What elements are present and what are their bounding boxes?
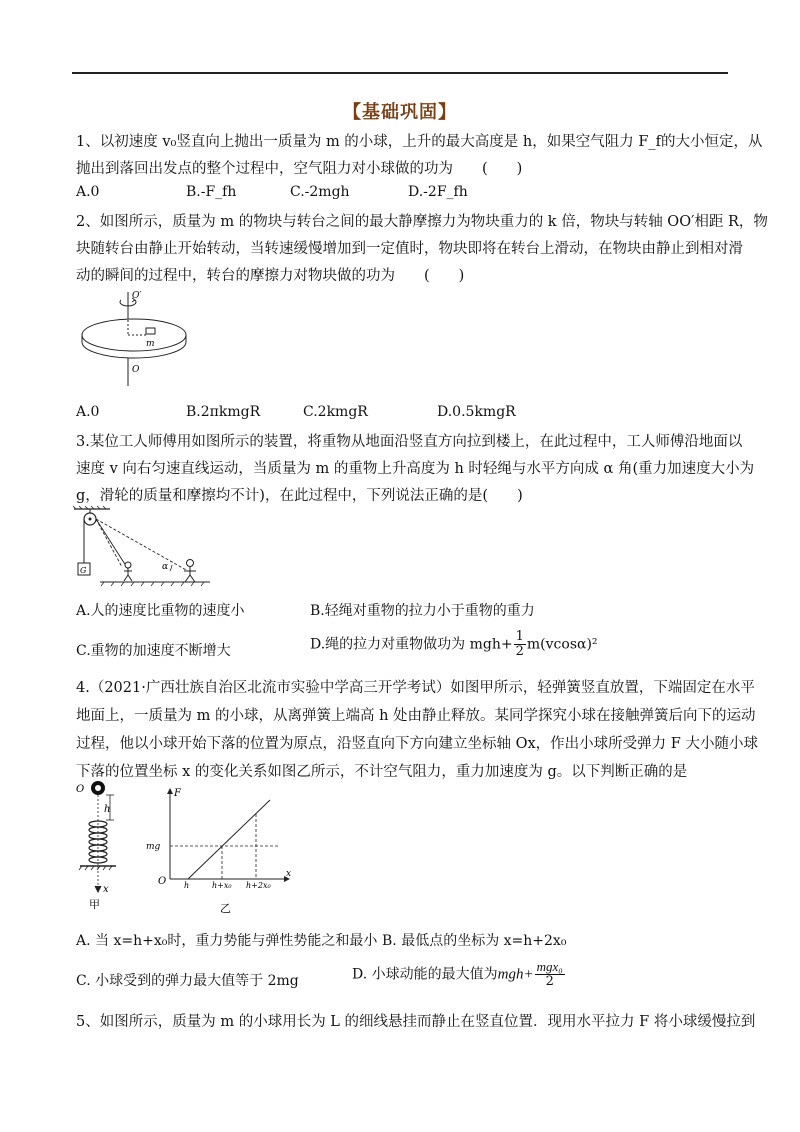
q1-option-a: A.0: [76, 184, 100, 200]
q4-line2: 地面上，一质量为 m 的小球，从离弹簧上端高 h 处由静止释放。某同学探究小球在接触弹簧后向下的运动: [76, 708, 756, 724]
q2-line1: 2、如图所示，质量为 m 的物块与转台之间的最大静摩擦力为物块重力的 k 倍，物块与转轴 OO′相距 R，物: [76, 214, 768, 230]
q4-option-d-numerator: mgx₀: [536, 959, 563, 974]
turntable-label-top: O′: [132, 291, 142, 301]
header-rule: [72, 72, 728, 74]
q4-option-d-fraction: [535, 960, 565, 989]
q4-line4: 下落的位置坐标 x 的变化关系如图乙所示，不计空气阻力，重力加速度为 g。以下判断正确的是: [76, 764, 688, 780]
q3-option-d-pre: D.绳的拉力对重物做功为 mgh+: [310, 636, 513, 653]
spring-label-h: h: [104, 804, 111, 815]
q3-line1: 3.某位工人师傅用如图所示的装置，将重物从地面沿竖直方向拉到楼上，在此过程中，工人师傅沿地面以: [76, 434, 743, 450]
q4-option-d: [352, 960, 566, 989]
graph-label-x: x: [286, 869, 292, 879]
q4-option-b: B. 最低点的坐标为 x=h+2x₀: [382, 933, 567, 949]
force-graph-yi: [140, 784, 300, 914]
graph-label-f: F: [174, 788, 181, 799]
graph-label-mg: mg: [146, 842, 161, 852]
q4-option-d-pre: D. 小球动能的最大值为: [352, 966, 498, 983]
pulley-label-angle: α: [162, 562, 169, 572]
graph-tick-h: h: [184, 881, 190, 890]
q1-option-d: D.-2F_fh: [408, 184, 468, 200]
q3-option-a: A.人的速度比重物的速度小: [76, 603, 245, 619]
q2-option-d: D.0.5kmgR: [437, 404, 516, 420]
q1-line2: 抛出到落回出发点的整个过程中，空气阻力对小球做的功为 ( ): [76, 161, 523, 177]
turntable-figure: [76, 290, 216, 400]
graph-caption: 乙: [220, 902, 231, 914]
q3-option-c: C.重物的加速度不断增大: [76, 643, 231, 659]
q4-line1: 4.（2021·广西壮族自治区北流市实验中学高三开学考试）如图甲所示，轻弹簧竖直放置，下端固定在水平: [76, 680, 755, 696]
q1-option-c: C.-2mgh: [290, 184, 350, 200]
q4-option-d-denominator: 2: [545, 974, 554, 989]
q2-line2: 块随转台由静止开始转动，当转速缓慢增加到一定值时，物块即将在转台上滑动，在物块由静止到相对滑: [76, 241, 743, 257]
spring-label-x: x: [103, 884, 109, 895]
spring-label-origin: O: [76, 784, 85, 795]
q4-option-d-mgh: mgh+: [497, 966, 534, 983]
q3-line3: g，滑轮的质量和摩擦均不计)，在此过程中，下列说法正确的是( ): [76, 488, 523, 504]
graph-tick-h-x0: h+x₀: [212, 881, 232, 890]
graph-label-origin: O: [158, 876, 167, 887]
q2-option-a: A.0: [76, 404, 100, 420]
pulley-figure: [70, 505, 220, 590]
q5-line1: 5、如图所示，质量为 m 的小球用长为 L 的细线悬挂而静止在竖直位置．现用水平拉力 F 将小球缓慢拉到: [76, 1014, 756, 1030]
q3-option-b: B.轻绳对重物的拉力小于重物的重力: [310, 603, 535, 619]
pulley-label-block: G: [80, 566, 87, 575]
q3-option-d: [310, 630, 598, 659]
turntable-label-bottom: O: [132, 365, 140, 375]
spring-figure-jia: [74, 780, 134, 910]
graph-tick-h-2x0: h+2x₀: [246, 881, 271, 890]
q4-line3: 过程，他以小球开始下落的位置为原点，沿竖直向下方向建立坐标轴 Ox，作出小球所受弹力 F 大小随小球: [76, 736, 758, 752]
q3-option-d-fraction: [514, 630, 526, 659]
q2-option-c: C.2kmgR: [303, 404, 368, 420]
section-title: 【基础巩固】: [343, 102, 457, 123]
spring-caption: 甲: [89, 898, 100, 910]
q4-option-a: A. 当 x=h+x₀时，重力势能与弹性势能之和最小: [76, 933, 378, 949]
turntable-label-mass: m: [146, 339, 155, 349]
q3-option-d-denominator: 2: [515, 644, 524, 659]
q3-option-d-post: m(vcosα)²: [526, 636, 598, 653]
q3-option-d-numerator: 1: [515, 629, 524, 644]
q1-option-b: B.-F_fh: [186, 184, 237, 200]
q3-line2: 速度 v 向右匀速直线运动，当质量为 m 的重物上升高度为 h 时轻绳与水平方向成 α 角(重力加速度大小为: [76, 461, 755, 477]
q2-line3: 动的瞬间的过程中，转台的摩擦力对物块做的功为 ( ): [76, 268, 465, 284]
q4-option-c: C. 小球受到的弹力最大值等于 2mg: [76, 973, 299, 989]
q1-line1: 1、以初速度 v₀竖直向上抛出一质量为 m 的小球，上升的最大高度是 h，如果空气阻力 F_f的大小恒定，从: [76, 134, 763, 150]
q2-option-b: B.2πkmgR: [186, 404, 261, 420]
